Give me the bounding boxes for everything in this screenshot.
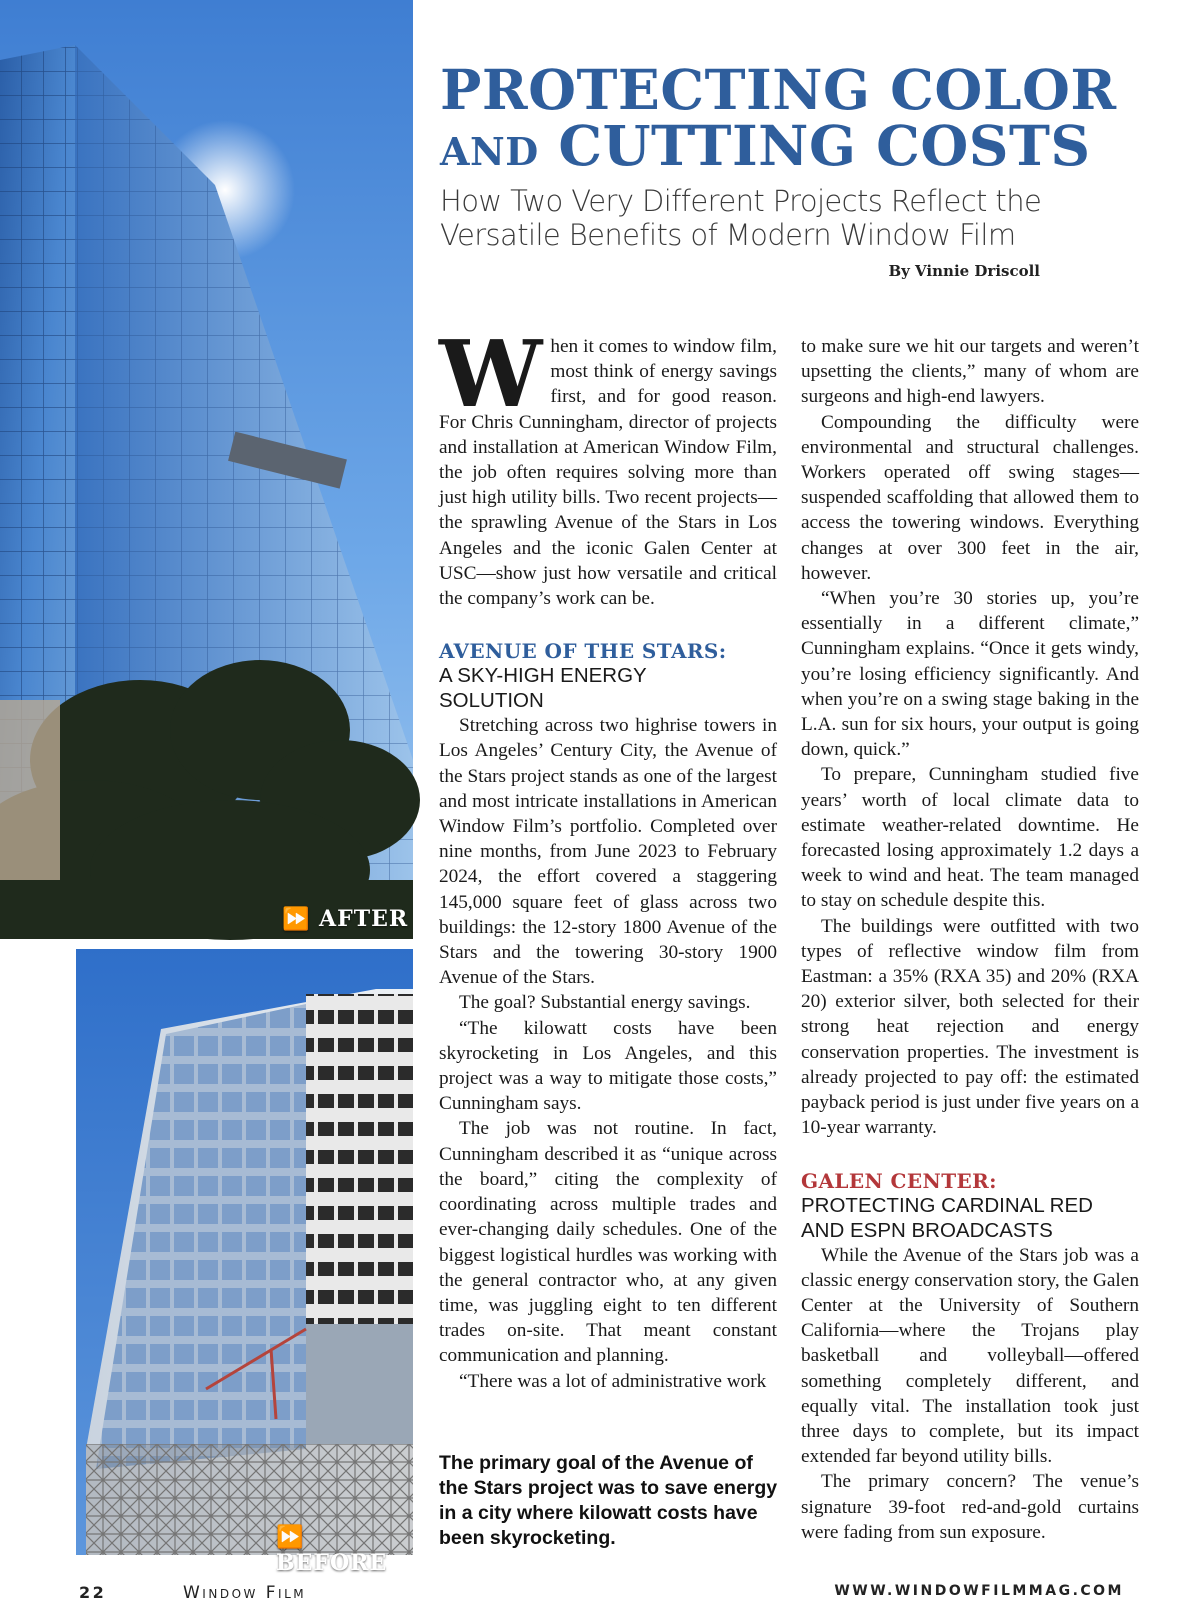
section-1-title-line-1: A SKY-HIGH ENERGY xyxy=(439,664,647,688)
page-number: 22 xyxy=(79,1583,107,1602)
section-2-title-line-2: AND ESPN BROADCASTS xyxy=(801,1218,1053,1242)
article-column-2 xyxy=(801,334,1139,1545)
headline-line-2 xyxy=(440,113,1180,180)
section-2-title-line-1: PROTECTING CARDINAL RED xyxy=(801,1193,1093,1217)
magazine-url: WWW.WINDOWFILMMAG.COM xyxy=(834,1583,1124,1599)
after-label: ⏩ AFTER xyxy=(282,906,409,932)
drop-cap: W xyxy=(439,320,543,428)
after-photo-image xyxy=(0,0,413,939)
section-2-title xyxy=(801,1193,1139,1243)
section-1-paragraph-1: Stretching across two highrise towers in Los Angeles’ Century City, the Avenue of the Stars project stands as one of the largest and most intricate installations in American Window Film’s portfolio. Completed over nine months, from June 2023 to February 2024, the effort covered a staggering 145,000 square feet of glass across two buildings: the 12-story 1800 Avenue of the Stars and the towering 30-story 1900 Avenue of the Stars. xyxy=(439,715,777,989)
section-1-paragraph-10: The buildings were outfitted with two types of reflective window film from Eastman: a 35% (RXA 35) and 20% (RXA 20) exterior silver, both selected for their strong heat rejection and energy conservation properties. The investment is already projected to pay off: the estimated payback period is just under five years on a 10-year warranty. xyxy=(801,915,1139,1139)
section-1-paragraph-5: “There was a lot of administrative work xyxy=(459,1370,767,1392)
section-1-paragraph-6: to make sure we hit our targets and weren’t upsetting the clients,” many of whom are surgeons and high-end lawyers. xyxy=(801,336,1139,408)
section-1-paragraph-2: The goal? Substantial energy savings. xyxy=(459,992,751,1014)
headline-cutting-costs: CUTTING COSTS xyxy=(538,113,1091,178)
section-1-paragraph-3: “The kilowatt costs have been skyrocketing in Los Angeles, and this project was a way to mitigate those costs,” Cunningham says. xyxy=(439,1017,777,1115)
section-1-kicker: AVENUE OF THE STARS: xyxy=(439,639,727,664)
headline-and: AND xyxy=(440,129,539,174)
section-1-paragraph-4: The job was not routine. In fact, Cunningham described it as “unique across the board,” citing the complexity of coordinating across multiple trades and ever-changing daily schedules. One of the biggest logistical hurdles was working with the general contractor who, at any given time, was juggling eight to ten different trades on-site. That meant constant communication and planning. xyxy=(439,1118,777,1367)
subtitle-line-2: Versatile Benefits of Modern Window Film xyxy=(440,218,1016,252)
intro-text: hen it comes to window film, most think of energy savings first, and for good reason. For Chris Cunningham, director of projects and installation at American Window Film, the job often requires solving more than just high utility bills. Two recent projects—the sprawling Avenue of the Stars in Los Angeles and the iconic Galen Center at USC—show just how versatile and critical the company’s work can be. xyxy=(439,336,777,610)
section-2-paragraph-1: While the Avenue of the Stars job was a classic energy conservation story, the Galen Center at the University of Southern California—where the Trojans play basketball and volleyball—offered something completely different, and equally vital. The installation took just three days to complete, but its impact extended far beyond utility bills. xyxy=(801,1244,1139,1468)
intro-paragraph xyxy=(439,320,777,611)
magazine-name: Window Film xyxy=(183,1583,307,1603)
subtitle-line-1: How Two Very Different Projects Reflect the xyxy=(440,184,1042,218)
pull-quote: The primary goal of the Avenue of the Stars project was to save energy in a city where kilowatt costs have been skyrocketing. xyxy=(439,1452,778,1549)
section-1-paragraph-8: “When you’re 30 stories up, you’re essentially in a different climate,” Cunningham explains. “Once it gets windy, you’re losing efficiency significantly. And when you’re on a swing stage baking in the L.A. sun for six hours, your output is going down, quick.” xyxy=(801,588,1139,761)
article-headline xyxy=(440,57,1180,180)
before-photo-image xyxy=(76,949,413,1555)
before-photo xyxy=(76,949,413,1576)
after-photo xyxy=(0,0,413,939)
byline: By Vinnie Driscoll xyxy=(888,262,1040,280)
section-1-title-line-2: SOLUTION xyxy=(439,689,544,713)
before-label: ⏩ BEFORE xyxy=(276,1524,388,1576)
article-column-1 xyxy=(439,320,777,1394)
section-1-paragraph-9: To prepare, Cunningham studied five years’ worth of local climate data to estimate weather-related downtime. He forecasted losing approximately 1.2 days a week to wind and heat. The team managed to stay on schedule despite this. xyxy=(801,764,1139,912)
headline-line-1: PROTECTING COLOR xyxy=(440,57,1117,122)
section-2-paragraph-2: The primary concern? The venue’s signature 39-foot red-and-gold curtains were fading from sun exposure. xyxy=(801,1471,1139,1543)
section-2-kicker: GALEN CENTER: xyxy=(801,1168,997,1193)
section-1-title xyxy=(439,663,777,713)
article-subtitle xyxy=(440,184,1180,252)
section-1-paragraph-7: Compounding the difficulty were environmental and structural challenges. Workers operated off swing stages—suspended scaffolding that allowed them to access the towering windows. Everything changes at over 300 feet in the air, however. xyxy=(801,411,1139,584)
